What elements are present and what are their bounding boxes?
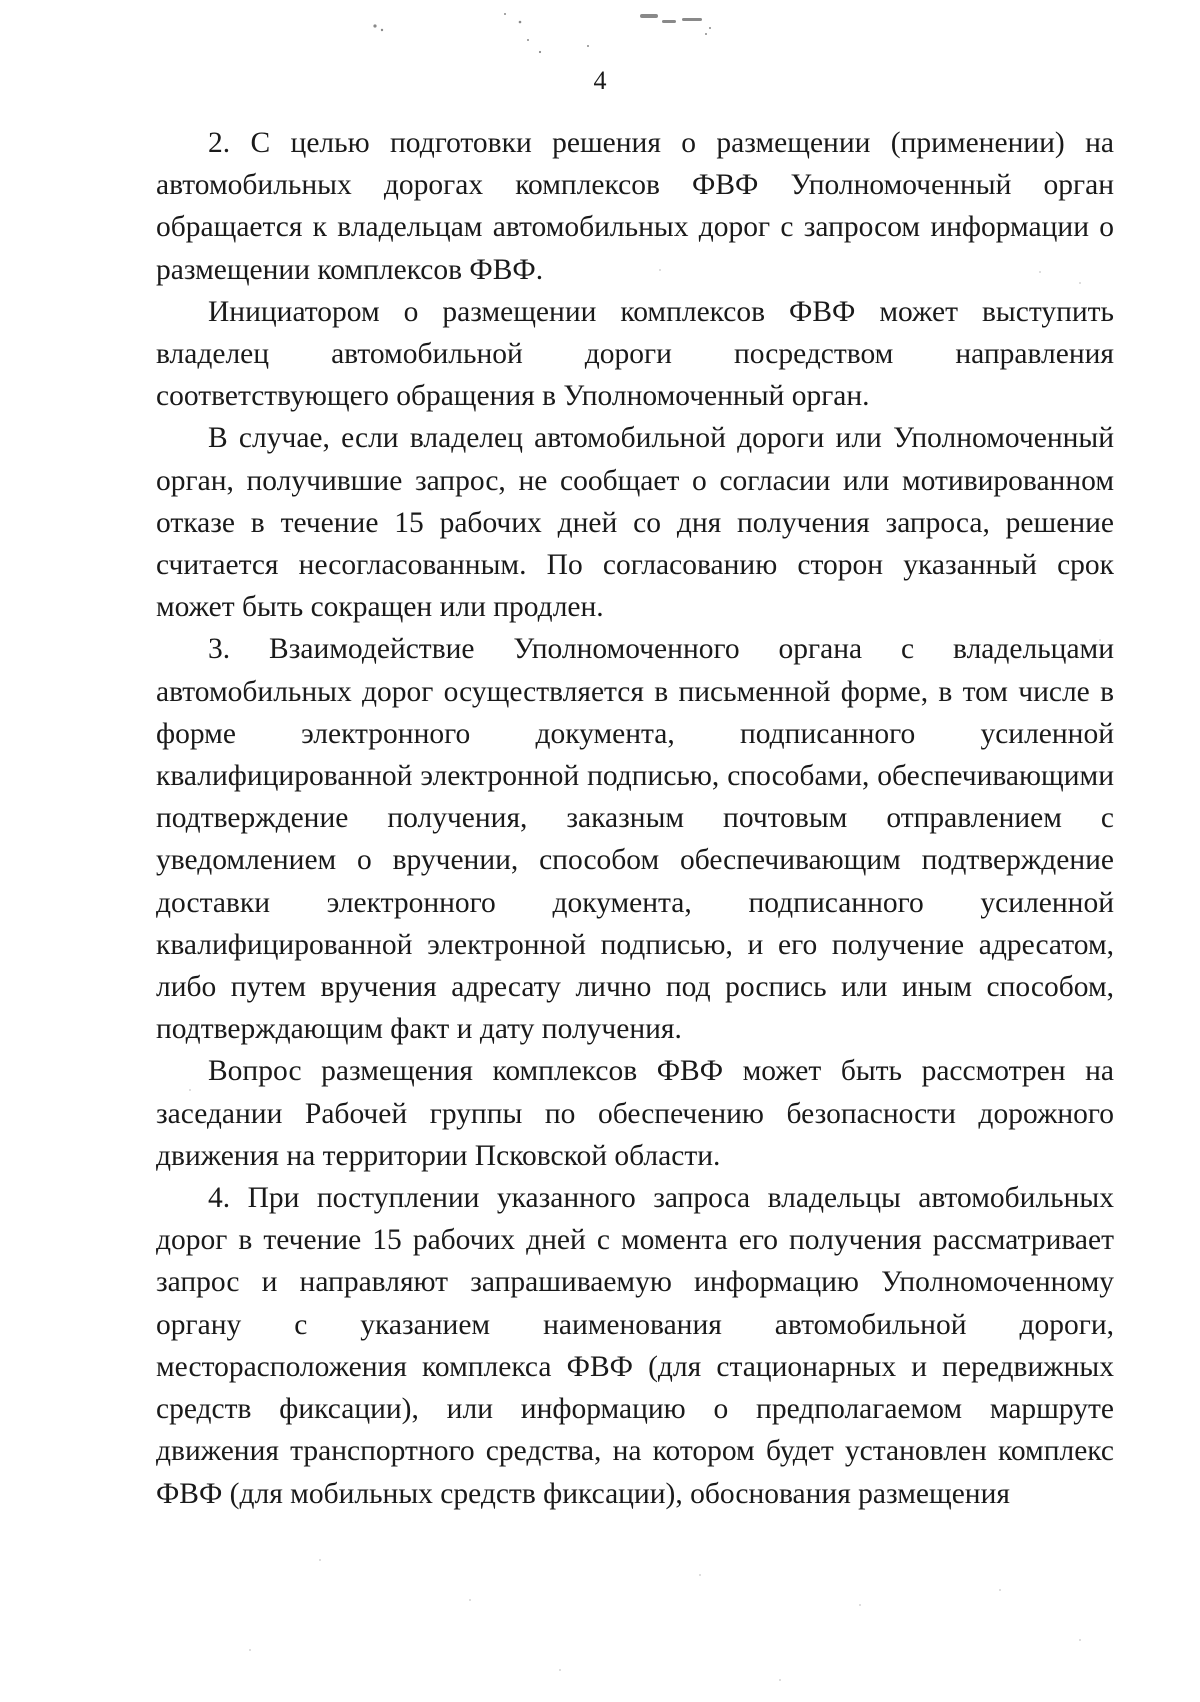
page-number: 4 [593, 66, 607, 95]
paragraph-2: Инициатором о размещении комплексов ФВФ может выступить владелец автомобильной дороги посредством направления соответствующего обращения в Уполномоченный орган. [156, 295, 1114, 413]
paragraph-5: Вопрос размещения комплексов ФВФ может быть рассмотрен на заседании Рабочей группы по обеспечению безопасности дорожного движения на территории Псковской области. [156, 1055, 1114, 1172]
paragraph-4: 3. Взаимодействие Уполномоченного органа с владельцами автомобильных дорог осуществляется в письменной форме, в том числе в форме электронного документа, подписанного усиленной квалифицированной электронной подписью, способами, обеспечивающими подтверждение получения, заказным почтовым отправлением с уведомлением о вручении, способом обеспечивающим подтверждение доставки электронного документа, подписанного усиленной квалифицированной электронной подписью, и его получение адресатом, либо путем вручения адресату лично под роспись или иным способом, подтверждающим факт и дату получения. [156, 633, 1114, 1046]
paragraph-1: 2. С целью подготовки решения о размещении (применении) на автомобильных дорогах комплексов ФВФ Уполномоченный орган обращается к владельцам автомобильных дорог с запросом информации о размещении комплексов ФВФ. [156, 127, 1114, 286]
document-body [156, 122, 1114, 1515]
paragraph-3: В случае, если владелец автомобильной дороги или Уполномоченный орган, получившие запрос, не сообщает о согласии или мотивированном отказе в течение 15 рабочих дней со дня получения запроса, решение считается несогласованным. По согласованию сторон указанный срок может быть сокращен или продлен. [156, 422, 1114, 624]
paragraph-6: 4. При поступлении указанного запроса владельцы автомобильных дорог в течение 15 рабочих дней с момента его получения рассматривает запрос и направляют запрашиваемую информацию Уполномоченному органу с указанием наименования автомобильной дороги, месторасположения комплекса ФВФ (для стационарных и передвижных средств фиксации), или информацию о предполагаемом маршруте движения транспортного средства, на котором будет установлен комплекс ФВФ (для мобильных средств фиксации), обоснования размещения [156, 1182, 1114, 1510]
